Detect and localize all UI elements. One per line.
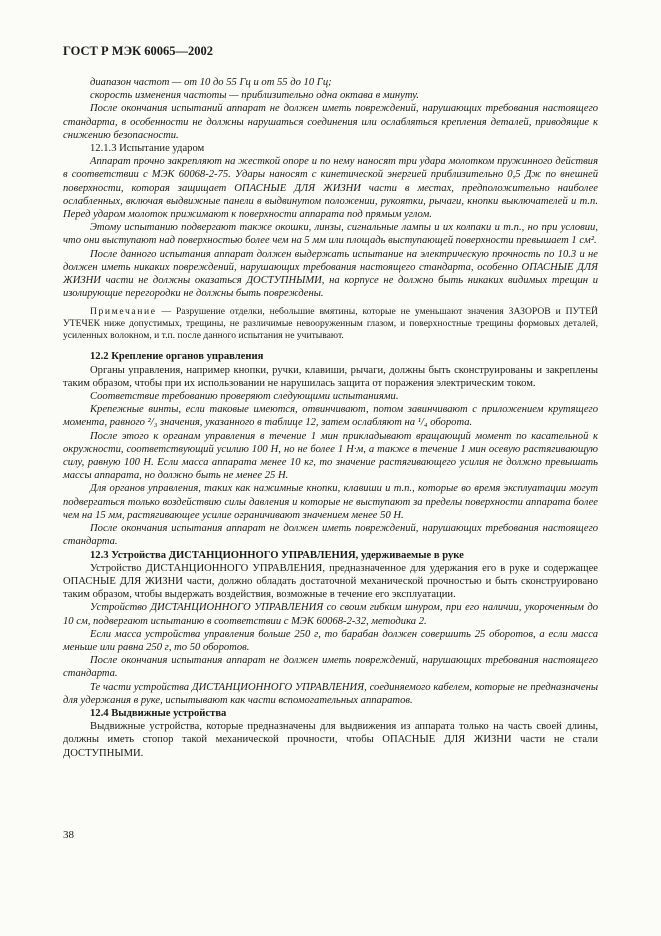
paragraph: После данного испытания аппарат должен выдержать испытание на электрическую прочность по 10.3 и не должен иметь никаких повреждений, нарушающих требования настоящего стандарта, особенно ОПАСНЫЕ ДЛЯ ЖИЗНИ части не должны оказаться ДОСТУПНЫМИ, на корпусе не должно быть никаких видимых трещин и изолирующие перегородки не должны быть повреждены. bbox=[63, 248, 598, 300]
note-text: — Разрушение отделки, небольшие вмятины, которые не уменьшают значения ЗАЗОРОВ и ПУТЕЙ УТЕЧЕК ниже допустимых, трещины, не различимые невооруженным глазом, и поверхностные трещины формовых деталей, усиленных волокном, и т.п. после данного испытания не учитывают. bbox=[63, 306, 598, 342]
section-heading-12-4: 12.4 Выдвижные устройства bbox=[90, 707, 227, 719]
paragraph: Органы управления, например кнопки, ручки, клавиши, рычаги, должны быть сконструированы и закреплены таким образом, чтобы при их использовании не нарушилась защита от поражения электрическим током. bbox=[63, 364, 598, 389]
paragraph: Выдвижные устройства, которые предназначены для выдвижения из аппарата только на часть своей длины, должны иметь стопор такой механической прочности, чтобы ОПАСНЫЕ ДЛЯ ЖИЗНИ части не стали ДОСТУПНЫМИ. bbox=[63, 721, 598, 759]
paragraph: Устройство ДИСТАНЦИОННОГО УПРАВЛЕНИЯ со своим гибким шнуром, при его наличии, укороченным до 10 см, подвергают испытанию в соответствии с МЭК 60068-2-32, методика 2. bbox=[63, 602, 598, 627]
paragraph: Те части устройства ДИСТАНЦИОННОГО УПРАВЛЕНИЯ, соединяемого кабелем, которые не предназначены для удержания в руке, испытывают как части вспомогательных аппаратов. bbox=[63, 681, 598, 706]
page-header: ГОСТ Р МЭК 60065—2002 bbox=[63, 44, 213, 58]
paragraph: После окончания испытания аппарат не должен иметь повреждений, нарушающих требования настоящего стандарта. bbox=[63, 655, 598, 680]
section-heading-12-1-3: 12.1.3 Испытание ударом bbox=[90, 143, 205, 155]
paragraph: Для органов управления, таких как нажимные кнопки, клавиши и т.п., которые во время эксплуатации могут подвергаться только воздействию силы давления и которые не выступают за пределы поверхности аппарата более чем на 15 мм, растягивающее усилие ограничивают значением менее 50 Н. bbox=[63, 483, 598, 521]
section-heading-12-3: 12.3 Устройства ДИСТАНЦИОННОГО УПРАВЛЕНИЯ, удерживаемые в руке bbox=[90, 549, 464, 561]
note-label: Примечание bbox=[90, 306, 157, 318]
paragraph: Соответствие требованию проверяют следующими испытаниями. bbox=[90, 391, 399, 403]
paragraph: скорость изменения частоты — приблизительно одна октава в минуту. bbox=[90, 90, 419, 102]
page-number: 38 bbox=[63, 829, 74, 841]
section-heading-12-2: 12.2 Крепление органов управления bbox=[90, 351, 264, 363]
note bbox=[63, 306, 598, 342]
paragraph: Аппарат прочно закрепляют на жесткой опоре и по нему наносят три удара молотком пружинного действия в соответствии с МЭК 60068-2-75. Удары наносят с кинетической энергией приблизительно 0,5 Дж по внешней поверхности, которая защищает ОПАСНЫЕ ДЛЯ ЖИЗНИ части в местах, предположительно наиболее ослабленных, включая выдвижные панели в выдвинутом положении, рукоятки, рычаги, кнопки выключателей и т.п. Перед ударом молоток прижимают к поверхности аппарата под прямым углом. bbox=[63, 156, 598, 221]
paragraph: Если масса устройства управления больше 250 г, то барабан должен совершить 25 оборотов, а если масса меньше или равна 250 г, то 50 оборотов. bbox=[63, 628, 598, 653]
paragraph: Крепежные винты, если таковые имеются, отвинчивают, потом завинчивают с приложением крутящего момента, равного ²/₃ значения, указанного в таблице 12, затем ослабляют на ¹/₄ оборота. bbox=[63, 404, 598, 429]
paragraph: После этого к органам управления в течение 1 мин прикладывают вращающий момент по касательной к окружности, соответствующий усилию 100 Н, но не более 1 Н·м, а также в течение 1 мин осевую растягивающую силу, равную 100 Н. Если масса аппарата менее 10 кг, то значение растягивающего усилия не должно превышать массы аппарата, но должно быть не менее 25 Н. bbox=[63, 430, 598, 482]
document-body bbox=[63, 76, 598, 760]
paragraph: диапазон частот — от 10 до 55 Гц и от 55 до 10 Гц; bbox=[90, 77, 332, 88]
paragraph: Устройство ДИСТАНЦИОННОГО УПРАВЛЕНИЯ, предназначенное для удержания его в руке и содержащее ОПАСНЫЕ ДЛЯ ЖИЗНИ части, должно обладать достаточной механической прочностью и быть сконструировано таким образом, чтобы выдержать воздействия, возможные в течение его эксплуатации. bbox=[63, 562, 598, 601]
paragraph: После окончания испытаний аппарат не должен иметь повреждений, нарушающих требования настоящего стандарта, в особенности не должны нарушаться соединения или ослабляться крепления деталей, приводящие к снижению безопасности. bbox=[63, 103, 598, 141]
paragraph: Этому испытанию подвергают также окошки, линзы, сигнальные лампы и их колпаки и т.п., но при условии, что они выступают над поверхностью более чем на 5 мм или площадь выступающей поверхности превышает 1 см². bbox=[63, 222, 598, 247]
paragraph: После окончания испытания аппарат не должен иметь повреждений, нарушающих требования настоящего стандарта. bbox=[63, 523, 598, 548]
